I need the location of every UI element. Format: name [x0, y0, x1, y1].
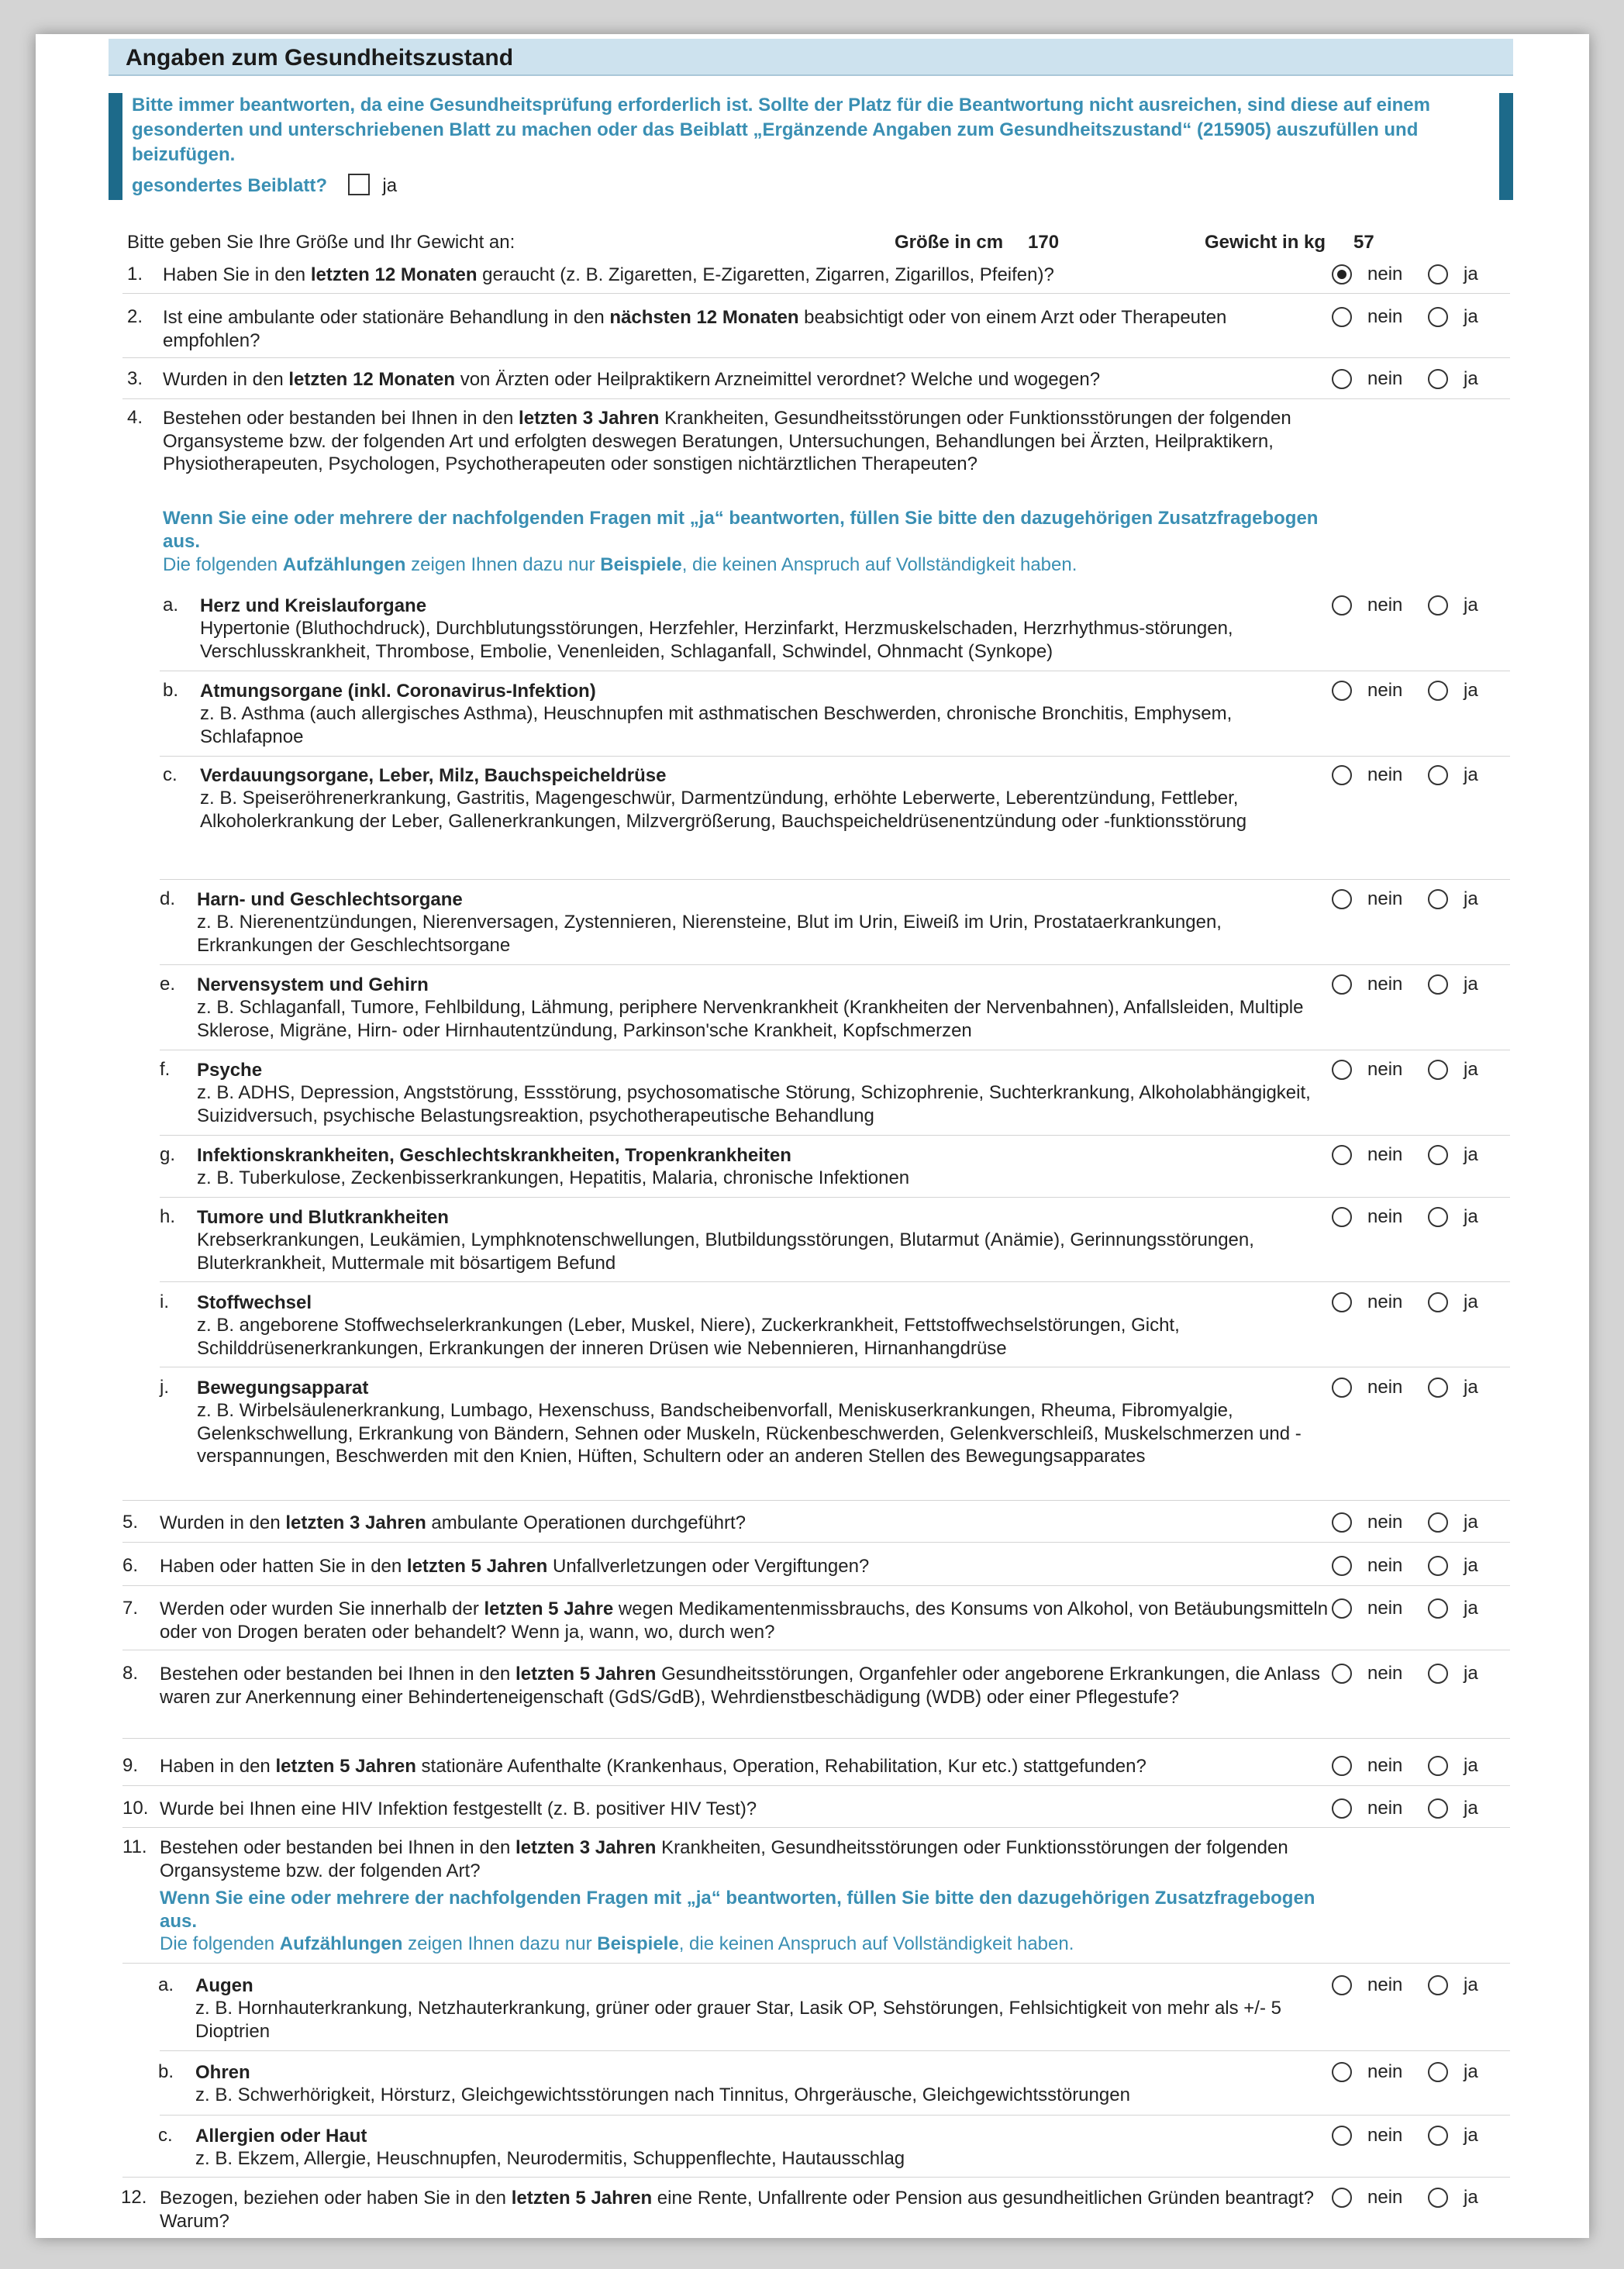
beiblatt-checkbox[interactable]	[348, 174, 370, 195]
height-label: Größe in cm	[895, 232, 1004, 253]
subitem-letter: h.	[160, 1206, 176, 1227]
notice-accent-left	[109, 93, 122, 200]
row-divider	[122, 293, 1510, 294]
question-2-text: Ist eine ambulante oder stationäre Behandlung in den nächsten 12 Monaten beabsichtigt oder von einem Arzt oder Therapeuten empfohlen?	[163, 307, 1227, 351]
row-divider	[160, 2050, 1510, 2051]
radio-label-nein: nein	[1367, 974, 1403, 995]
q10-radio-nein[interactable]	[1332, 1798, 1352, 1819]
row-divider	[160, 756, 1510, 757]
beiblatt-option-label: ja	[382, 175, 398, 196]
section-header	[109, 39, 1513, 76]
subitem-title: Augen	[195, 1975, 253, 1996]
q11a-radio-nein[interactable]	[1332, 1975, 1352, 1995]
q2-radio-ja[interactable]	[1428, 307, 1448, 327]
subitem-letter: b.	[163, 680, 179, 701]
subitem-letter: b.	[158, 2061, 174, 2082]
radio-label-nein: nein	[1367, 1206, 1403, 1227]
radio-label-nein: nein	[1367, 1377, 1403, 1398]
radio-label-ja: ja	[1464, 2125, 1478, 2146]
notice-accent-right	[1499, 93, 1513, 200]
radio-label-nein: nein	[1367, 306, 1403, 327]
question-9-text: Haben in den letzten 5 Jahren stationäre Aufenthalte (Krankenhaus, Operation, Rehabilitation, Kur etc.) stattgefunden?	[160, 1756, 1146, 1777]
row-divider	[122, 1827, 1510, 1828]
subitem-title: Nervensystem und Gehirn	[197, 974, 429, 995]
radio-label-nein: nein	[1367, 1798, 1403, 1819]
weight-value[interactable]: 57	[1353, 232, 1374, 253]
row-divider	[122, 1738, 1510, 1739]
subitem-description: Hypertonie (Bluthochdruck), Durchblutungsstörungen, Herzfehler, Herzinfarkt, Herzmuskelschaden, Herzrhythmus-störungen, Verschlusskrankheit, Thrombose, Embolie, Venenleiden, Schlaganfall, Schwindel, Ohnmacht (Synkope)	[200, 618, 1233, 662]
subitem-description: z. B. Nierenentzündungen, Nierenversagen, Zystennieren, Nierensteine, Blut im Urin, Eiweiß im Urin, Prostataerkrankungen, Erkrankungen der Geschlechtsorgane	[197, 912, 1222, 956]
subitem-letter: e.	[160, 974, 176, 995]
q4d-radio-nein[interactable]	[1332, 889, 1352, 909]
q3-radio-ja[interactable]	[1428, 369, 1448, 389]
question-number: 8.	[122, 1663, 139, 1684]
radio-label-nein: nein	[1367, 368, 1403, 389]
q7-radio-nein[interactable]	[1332, 1598, 1352, 1619]
subitem-title: Atmungsorgane (inkl. Coronavirus-Infektion)	[200, 681, 596, 702]
radio-label-ja: ja	[1464, 1598, 1478, 1619]
question-number: 6.	[122, 1555, 139, 1576]
q4j-radio-nein[interactable]	[1332, 1378, 1352, 1398]
question-11-text: Bestehen oder bestanden bei Ihnen in den letzten 3 Jahren Krankheiten, Gesundheitsstörungen oder Funktionsstörungen der folgenden Organsysteme bzw. der folgenden Art?	[160, 1837, 1288, 1881]
radio-label-ja: ja	[1464, 680, 1478, 701]
q1-radio-ja[interactable]	[1428, 264, 1448, 284]
question-11-hint: Wenn Sie eine oder mehrere der nachfolgenden Fragen mit „ja“ beantworten, füllen Sie bitte den dazugehörigen Zusatzfragebogen aus.	[160, 1888, 1315, 1932]
q4i-radio-ja[interactable]	[1428, 1292, 1448, 1312]
subitem-title: Allergien oder Haut	[195, 2126, 367, 2147]
q10-radio-ja[interactable]	[1428, 1798, 1448, 1819]
q4i-radio-nein[interactable]	[1332, 1292, 1352, 1312]
question-4-text: Bestehen oder bestanden bei Ihnen in den letzten 3 Jahren Krankheiten, Gesundheitsstörungen oder Funktionsstörungen der folgenden Organsysteme bzw. der folgenden Art und erfolgten deswegen Beratungen, Untersuchungen, Behandlungen bei Ärzten, Heilpraktikern, Physiotherapeuten, Psychologen, Psychotherapeuten oder sonstigen nichtärztlichen Therapeuten?	[163, 408, 1291, 474]
row-divider	[122, 1500, 1510, 1501]
q4b-radio-nein[interactable]	[1332, 681, 1352, 701]
radio-label-ja: ja	[1464, 1377, 1478, 1398]
q4j-radio-ja[interactable]	[1428, 1378, 1448, 1398]
subitem-title: Harn- und Geschlechtsorgane	[197, 889, 463, 910]
subitem-title: Tumore und Blutkrankheiten	[197, 1207, 449, 1228]
question-number: 9.	[122, 1755, 139, 1776]
radio-label-nein: nein	[1367, 1512, 1403, 1533]
row-divider	[122, 2177, 1510, 2178]
radio-label-ja: ja	[1464, 1059, 1478, 1080]
subitem-letter: g.	[160, 1144, 176, 1165]
question-number: 7.	[122, 1598, 139, 1619]
subitem-description: z. B. Speiseröhrenerkrankung, Gastritis, Magengeschwür, Darmentzündung, erhöhte Leberwerte, Leberentzündung, Fettleber, Alkoholerkrankung der Leber, Gallenerkrankungen, Milzvergrößerung, Bauchspeicheldrüsenentzündung oder -funktionsstörung	[200, 788, 1247, 832]
q6-radio-ja[interactable]	[1428, 1556, 1448, 1576]
row-divider	[160, 1197, 1510, 1198]
q4g-radio-nein[interactable]	[1332, 1145, 1352, 1165]
subitem-description: z. B. Tuberkulose, Zeckenbisserkrankungen, Hepatitis, Malaria, chronische Infektionen	[197, 1167, 910, 1188]
subitem-description: Krebserkrankungen, Leukämien, Lymphknotenschwellungen, Blutbildungsstörungen, Blutarmut (Anämie), Gerinnungsstörungen, Bluterkrankheit, Muttermale mit bösartigem Befund	[197, 1229, 1254, 1274]
q12-radio-ja[interactable]	[1428, 2188, 1448, 2208]
row-divider	[122, 357, 1510, 358]
q4f-radio-ja[interactable]	[1428, 1060, 1448, 1080]
q8-radio-ja[interactable]	[1428, 1664, 1448, 1684]
q4d-radio-ja[interactable]	[1428, 889, 1448, 909]
subitem-letter: c.	[163, 764, 178, 785]
subitem-description: z. B. ADHS, Depression, Angststörung, Essstörung, psychosomatische Störung, Schizophrenie, Suchterkrankung, Alkoholabhängigkeit, Suizidversuch, psychische Belastungsreaktion, psychotherapeutische Behandlung	[197, 1082, 1311, 1126]
question-number: 11.	[122, 1836, 147, 1857]
q5-radio-ja[interactable]	[1428, 1512, 1448, 1533]
subitem-title: Psyche	[197, 1060, 263, 1081]
question-number: 5.	[122, 1512, 139, 1533]
radio-label-ja: ja	[1464, 1144, 1478, 1165]
weight-label: Gewicht in kg	[1205, 232, 1326, 253]
q11c-radio-ja[interactable]	[1428, 2126, 1448, 2146]
row-divider	[122, 1585, 1510, 1586]
question-3-text: Wurden in den letzten 12 Monaten von Ärzten oder Heilpraktikern Arzneimittel verordnet? Welche und wogegen?	[163, 369, 1101, 390]
radio-label-nein: nein	[1367, 595, 1403, 616]
subitem-letter: f.	[160, 1059, 171, 1080]
q4c-radio-ja[interactable]	[1428, 765, 1448, 785]
row-divider	[122, 1963, 1510, 1964]
subitem-title: Stoffwechsel	[197, 1292, 312, 1313]
radio-label-nein: nein	[1367, 1974, 1403, 1995]
question-number: 4.	[127, 407, 143, 428]
row-divider	[122, 398, 1510, 399]
q8-radio-nein[interactable]	[1332, 1664, 1352, 1684]
notice-box	[109, 93, 1513, 200]
q9-radio-nein[interactable]	[1332, 1756, 1352, 1776]
q9-radio-ja[interactable]	[1428, 1756, 1448, 1776]
beiblatt-row	[132, 174, 397, 197]
question-12-text: Bezogen, beziehen oder haben Sie in den letzten 5 Jahren eine Rente, Unfallrente oder Pension aus gesundheitlichen Gründen beantragt? Warum?	[160, 2188, 1315, 2232]
subitem-letter: d.	[160, 888, 176, 909]
q4b-radio-ja[interactable]	[1428, 681, 1448, 701]
row-divider	[160, 879, 1510, 880]
row-divider	[122, 1542, 1510, 1543]
question-number: 12.	[121, 2187, 147, 2208]
subitem-letter: a.	[158, 1974, 174, 1995]
q1-radio-nein[interactable]	[1332, 264, 1352, 284]
q4h-radio-ja[interactable]	[1428, 1207, 1448, 1227]
form-sheet	[36, 34, 1589, 2238]
question-number: 2.	[127, 306, 143, 327]
q4g-radio-ja[interactable]	[1428, 1145, 1448, 1165]
radio-label-nein: nein	[1367, 1755, 1403, 1776]
question-4-hint: Wenn Sie eine oder mehrere der nachfolgenden Fragen mit „ja“ beantworten, füllen Sie bitte den dazugehörigen Zusatzfragebogen aus.	[163, 508, 1319, 552]
radio-label-nein: nein	[1367, 1059, 1403, 1080]
radio-label-ja: ja	[1464, 368, 1478, 389]
question-number: 3.	[127, 368, 143, 389]
q11b-radio-nein[interactable]	[1332, 2062, 1352, 2082]
subitem-letter: a.	[163, 595, 179, 616]
radio-label-ja: ja	[1464, 888, 1478, 909]
q11a-radio-ja[interactable]	[1428, 1975, 1448, 1995]
subitem-title: Bewegungsapparat	[197, 1378, 369, 1398]
size-weight-prompt: Bitte geben Sie Ihre Größe und Ihr Gewicht an:	[127, 232, 515, 253]
q3-radio-nein[interactable]	[1332, 369, 1352, 389]
section-title: Angaben zum Gesundheitszustand	[126, 45, 514, 71]
subitem-description: z. B. Wirbelsäulenerkrankung, Lumbago, Hexenschuss, Bandscheibenvorfall, Meniskuserkrankungen, Rheuma, Fibromyalgie, Gelenkschwellung, Erkrankung von Bändern, Sehnen oder Muskeln, Rückenbeschwerden, Gelenkverschleiß, Muskelschmerzen und -verspannungen, Beschwerden mit den Knien, Hüften, Schultern oder an anderen Stellen des Bewegungsapparates	[197, 1400, 1302, 1467]
radio-label-nein: nein	[1367, 1144, 1403, 1165]
q2-radio-nein[interactable]	[1332, 307, 1352, 327]
question-10-text: Wurde bei Ihnen eine HIV Infektion festgestellt (z. B. positiver HIV Test)?	[160, 1798, 757, 1819]
radio-label-nein: nein	[1367, 1291, 1403, 1312]
subitem-description: z. B. Schlaganfall, Tumore, Fehlbildung, Lähmung, periphere Nervenkrankheit (Krankheiten der Nervenbahnen), Anfallsleiden, Multiple Sklerose, Migräne, Hirn- oder Hirnhautentzündung, Parkinson'sche Krankheit, Kopfschmerzen	[197, 997, 1304, 1041]
q4c-radio-nein[interactable]	[1332, 765, 1352, 785]
subitem-description: z. B. Ekzem, Allergie, Heuschnupfen, Neurodermitis, Schuppenflechte, Hautausschlag	[195, 2148, 905, 2169]
question-1-text: Haben Sie in den letzten 12 Monaten geraucht (z. B. Zigaretten, E-Zigaretten, Zigarren, Zigarillos, Pfeifen)?	[163, 264, 1054, 285]
q12-radio-nein[interactable]	[1332, 2188, 1352, 2208]
beiblatt-label: gesondertes Beiblatt?	[132, 175, 328, 196]
radio-label-ja: ja	[1464, 306, 1478, 327]
radio-label-ja: ja	[1464, 2061, 1478, 2082]
subitem-description: z. B. angeborene Stoffwechselerkrankungen (Leber, Muskel, Niere), Zuckerkrankheit, Fettstoffwechselstörungen, Gicht, Schilddrüsenerkrankungen, Erkrankungen der inneren Drüsen wie Nebennieren, Hirnanhangdrüse	[197, 1315, 1180, 1359]
subitem-title: Infektionskrankheiten, Geschlechtskrankheiten, Tropenkrankheiten	[197, 1145, 791, 1166]
subitem-description: z. B. Asthma (auch allergisches Asthma), Heuschnupfen mit asthmatischen Beschwerden, chronische Bronchitis, Emphysem, Schlafapnoe	[200, 703, 1233, 747]
radio-label-nein: nein	[1367, 1598, 1403, 1619]
radio-label-ja: ja	[1464, 1755, 1478, 1776]
subitem-letter: c.	[158, 2125, 173, 2146]
row-divider	[160, 964, 1510, 965]
q4h-radio-nein[interactable]	[1332, 1207, 1352, 1227]
radio-label-ja: ja	[1464, 974, 1478, 995]
row-divider	[160, 1281, 1510, 1282]
q4e-radio-ja[interactable]	[1428, 974, 1448, 995]
question-number: 10.	[122, 1798, 149, 1819]
radio-label-ja: ja	[1464, 764, 1478, 785]
subitem-title: Ohren	[195, 2062, 250, 2083]
radio-label-ja: ja	[1464, 1974, 1478, 1995]
subitem-letter: i.	[160, 1291, 169, 1312]
radio-label-nein: nein	[1367, 2187, 1403, 2208]
question-4-examples-note: Die folgenden Aufzählungen zeigen Ihnen dazu nur Beispiele, die keinen Anspruch auf Vollständigkeit haben.	[163, 554, 1077, 575]
question-5-text: Wurden in den letzten 3 Jahren ambulante Operationen durchgeführt?	[160, 1512, 746, 1533]
q6-radio-nein[interactable]	[1332, 1556, 1352, 1576]
q4a-radio-ja[interactable]	[1428, 595, 1448, 616]
question-11-examples-note: Die folgenden Aufzählungen zeigen Ihnen dazu nur Beispiele, die keinen Anspruch auf Vollständigkeit haben.	[160, 1933, 1074, 1954]
radio-label-ja: ja	[1464, 2187, 1478, 2208]
question-7-text: Werden oder wurden Sie innerhalb der letzten 5 Jahre wegen Medikamentenmissbrauchs, des Konsums von Alkohol, von Betäubungsmitteln oder von Drogen beraten oder behandelt? Wenn ja, wann, wo, durch wen?	[160, 1598, 1329, 1643]
subitem-letter: j.	[160, 1377, 169, 1398]
question-8-text: Bestehen oder bestanden bei Ihnen in den letzten 5 Jahren Gesundheitsstörungen, Organfehler oder angeborene Erkrankungen, die Anlass waren zur Anerkennung einer Behinderteneigenschaft (GdS/GdB), Wehrdienstbeschädigung (WDB) oder einer Pflegestufe?	[160, 1664, 1321, 1708]
radio-label-nein: nein	[1367, 2125, 1403, 2146]
question-number: 1.	[127, 264, 143, 284]
q7-radio-ja[interactable]	[1428, 1598, 1448, 1619]
radio-label-nein: nein	[1367, 680, 1403, 701]
radio-label-nein: nein	[1367, 264, 1403, 284]
q11c-radio-nein[interactable]	[1332, 2126, 1352, 2146]
radio-label-ja: ja	[1464, 1555, 1478, 1576]
radio-label-ja: ja	[1464, 1206, 1478, 1227]
q4f-radio-nein[interactable]	[1332, 1060, 1352, 1080]
row-divider	[160, 1135, 1510, 1136]
q4a-radio-nein[interactable]	[1332, 595, 1352, 616]
q4e-radio-nein[interactable]	[1332, 974, 1352, 995]
radio-label-ja: ja	[1464, 1291, 1478, 1312]
row-divider	[160, 2115, 1510, 2116]
radio-label-nein: nein	[1367, 1555, 1403, 1576]
radio-label-ja: ja	[1464, 1512, 1478, 1533]
height-value[interactable]: 170	[1028, 232, 1060, 253]
q5-radio-nein[interactable]	[1332, 1512, 1352, 1533]
question-6-text: Haben oder hatten Sie in den letzten 5 Jahren Unfallverletzungen oder Vergiftungen?	[160, 1556, 870, 1577]
radio-label-nein: nein	[1367, 2061, 1403, 2082]
row-divider	[122, 1785, 1510, 1786]
radio-label-ja: ja	[1464, 264, 1478, 284]
radio-label-nein: nein	[1367, 764, 1403, 785]
notice-text: Bitte immer beantworten, da eine Gesundheitsprüfung erforderlich ist. Sollte der Platz für die Beantwortung nicht ausreichen, sind diese auf einem gesonderten und unterschriebenen Blatt zu machen oder das Beiblatt „Ergänzende Angaben zum Gesundheitszustand“ (215905) auszufüllen und beizufügen.	[132, 95, 1430, 165]
q11b-radio-ja[interactable]	[1428, 2062, 1448, 2082]
subitem-description: z. B. Hornhauterkrankung, Netzhauterkrankung, grüner oder grauer Star, Lasik OP, Sehstörungen, Fehlsichtigkeit von mehr als +/- 5 Dioptrien	[195, 1998, 1281, 2042]
radio-label-nein: nein	[1367, 888, 1403, 909]
radio-label-nein: nein	[1367, 1663, 1403, 1684]
subitem-title: Verdauungsorgane, Leber, Milz, Bauchspeicheldrüse	[200, 765, 667, 786]
radio-label-ja: ja	[1464, 595, 1478, 616]
subitem-description: z. B. Schwerhörigkeit, Hörsturz, Gleichgewichtsstörungen nach Tinnitus, Ohrgeräusche, Gleichgewichtsstörungen	[195, 2085, 1130, 2105]
subitem-title: Herz und Kreislauforgane	[200, 595, 427, 616]
radio-label-ja: ja	[1464, 1798, 1478, 1819]
radio-label-ja: ja	[1464, 1663, 1478, 1684]
